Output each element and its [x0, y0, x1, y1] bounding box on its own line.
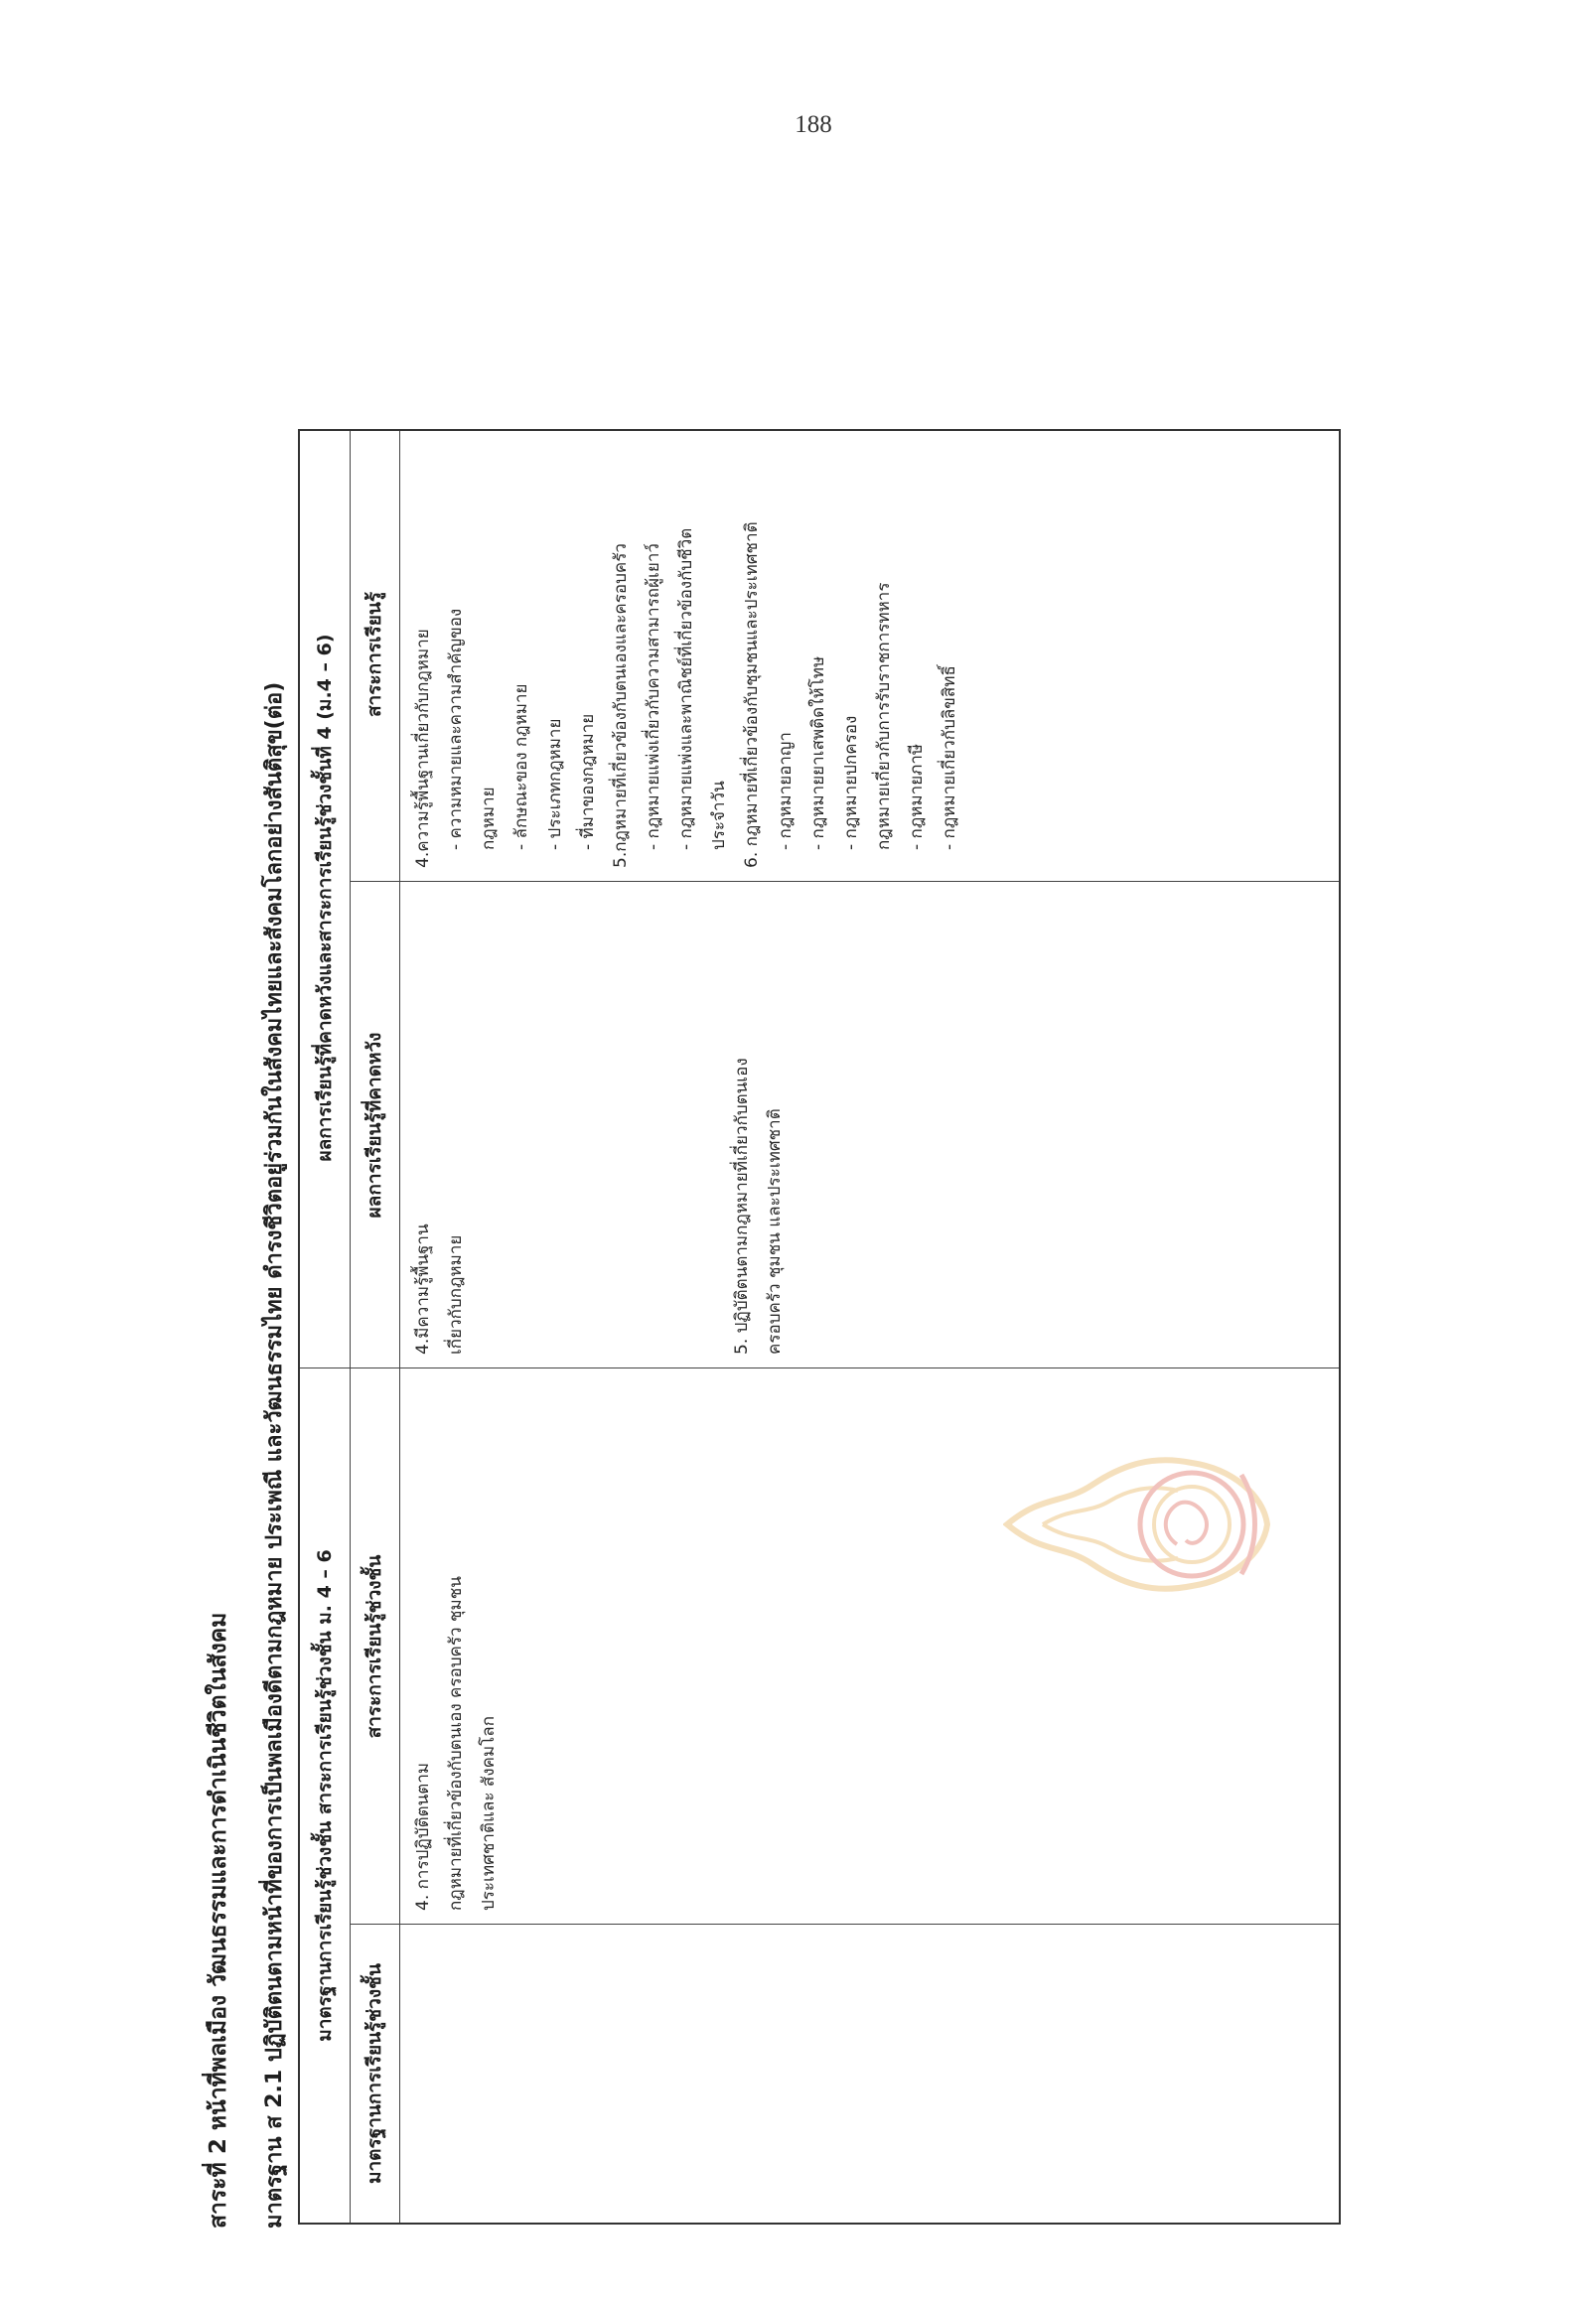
cell-line: - ความหมายและความสำคัญของ — [446, 608, 467, 850]
cell-line: 5.กฎหมายที่เกี่ยวข้องกับตนเองและครอบครัว — [610, 543, 631, 868]
cell-line: - กฎหมายเกี่ยวกับลิขสิทธิ์ — [940, 665, 960, 850]
column-header: สาระการเรียนรู้ช่วงชั้น — [363, 1554, 385, 1739]
cell-line: - กฎหมายแพ่งและพาณิชย์ที่เกี่ยวข้องกับชีวิต — [676, 527, 697, 850]
cell-line: - กฎหมายแพ่งเกี่ยวกับความสามารถผู้เยาว์ — [643, 543, 663, 850]
cell-line: กฎหมายเกี่ยวกับการรับราชการทหาร — [873, 582, 894, 850]
learning-content-cell — [399, 1368, 513, 1925]
cell-line: - ประเภทกฎหมาย — [544, 718, 565, 850]
cell-line: เกี่ยวกับกฎหมาย — [446, 1234, 467, 1355]
strand-heading: สาระที่ 2 หน้าที่พลเมือง วัฒนธรรมและการดำเนินชีวิตในสังคม — [206, 1612, 231, 2229]
page-number: 188 — [795, 111, 832, 138]
cell-line: 4.ความรู้พื้นฐานเกี่ยวกับกฎหมาย — [413, 629, 433, 868]
group-header-right: ผลการเรียนรู้ที่คาดหวังและสาระการเรียนรู้ช่วงชั้นที่ 4 (ม.4 – 6) — [314, 634, 336, 1162]
group-header-left: มาตรฐานการเรียนรู้ช่วงชั้น สาระการเรียนรู้ช่วงชั้น ม. 4 – 6 — [314, 1549, 336, 2042]
cell-line: ประเทศชาติและ สังคมโลก — [479, 1716, 500, 1911]
cell-line: 5. ปฏิบัติตนตามกฎหมายที่เกี่ยวกับตนเอง — [732, 1058, 753, 1355]
column-header: สาระการเรียนรู้ — [363, 591, 385, 718]
cell-line: กฎหมายที่เกี่ยวข้องกับตนเอง ครอบครัว ชุมชน — [446, 1576, 467, 1911]
cell-line: 6. กฎหมายที่เกี่ยวข้องกับชุมชนและประเทศชาติ — [742, 521, 763, 868]
cell-line: - ลักษณะของ กฎหมาย — [511, 683, 532, 850]
cell-line: - ที่มาของกฎหมาย — [577, 713, 598, 850]
cell-line: - กฎหมายอาญา — [775, 732, 796, 850]
cell-line: กฎหมาย — [479, 787, 500, 850]
learning-topics-cell — [399, 427, 974, 882]
column-header: มาตรฐานการเรียนรู้ช่วงชั้น — [363, 1963, 385, 2185]
standard-heading: มาตรฐาน ส 2.1 ปฏิบัติตนตามหน้าที่ของการเป็นพลเมืองดีตามกฎหมาย ประเพณี และวัฒนธรรมไทย ดำรงชีวิตอยู่ร่วมกันในสังคมไทยและสังคมโลกอย่างสันติสุข(ต่อ) — [262, 681, 287, 2229]
cell-line: ครอบครัว ชุมชน และประเทศชาติ — [765, 1108, 786, 1355]
column-header: ผลการเรียนรู้ที่คาดหวัง — [363, 1032, 385, 1219]
curriculum-table — [298, 429, 1341, 2225]
rotated-document-body — [179, 407, 1371, 2244]
cell-line: - กฎหมายปกครอง — [840, 715, 861, 850]
cell-line: - กฎหมายยาเสพติดให้โทษ — [807, 655, 828, 850]
cell-line: ประจำวัน — [709, 781, 730, 850]
cell-line: 4.มีความรู้พื้นฐาน — [413, 1223, 433, 1355]
cell-line: - กฎหมายภาษี — [907, 743, 928, 850]
cell-line: 4. การปฏิบัติตนตาม — [413, 1762, 433, 1911]
expected-outcome-cell — [399, 882, 800, 1368]
